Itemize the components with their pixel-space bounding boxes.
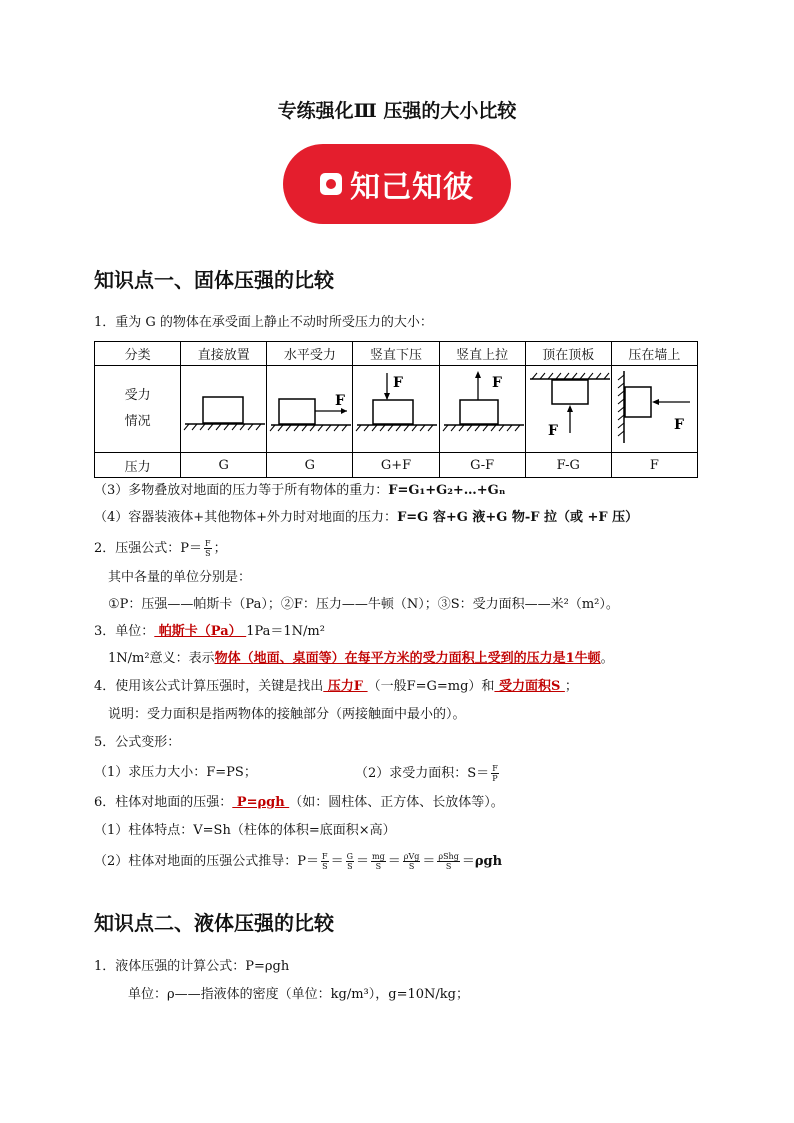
row-label-pressure: 压力	[95, 453, 181, 478]
block-on-floor-diagram	[181, 367, 267, 447]
table-header: 分类	[95, 342, 181, 366]
force-table	[94, 341, 698, 478]
page-title: 专练强化Ⅲ 压强的大小比较	[277, 100, 517, 122]
liquid-item1: 1．液体压强的计算公式：P=ρgh	[94, 959, 290, 974]
fraction: $\frac{F}{P}$	[492, 764, 498, 783]
item1-text: 1．重为 G 的物体在承受面上静止不动时所受压力的大小：	[94, 315, 433, 330]
note3: （3）多物叠放对地面的压力等于所有物体的重力：F=G₁+G₂+…+Gₙ	[94, 483, 506, 498]
item2-formula: 2．压强公式：P＝ $\frac{F}{S}$ ；	[94, 539, 227, 558]
item6-b: （2）柱体对地面的压强公式推导：P＝ $\frac{F}{S}$ ＝ $\frac{G}{S}$ ＝ $\frac{mg}{S}$ ＝ $\frac{\text{ρVg}}{S}$ ＝ $\frac{\text{ρShg}}{S}$ ＝ρgh	[94, 852, 503, 871]
item6-a: （1）柱体特点：V=Sh（柱体的体积=底面积×高）	[94, 823, 396, 838]
fraction: $\frac{mg}{S}$	[372, 852, 385, 871]
table-header: 竖直下压	[353, 342, 439, 366]
table-header: 竖直上拉	[439, 342, 525, 366]
pressure-value: F	[611, 453, 697, 478]
item4-note: 说明：受力面积是指两物体的接触部分（两接触面中最小的）。	[108, 707, 466, 722]
brand-badge	[283, 144, 511, 224]
block-horizontal-force-diagram	[267, 367, 353, 447]
force-label: F	[547, 423, 558, 439]
block-press-down-diagram	[353, 367, 439, 447]
block-against-wall-diagram	[612, 367, 698, 447]
force-label: F	[335, 393, 346, 409]
fraction: $\frac{\text{ρShg}}{S}$	[438, 852, 459, 871]
item2-units: ①P：压强——帕斯卡（Pa）；②F：压力——牛顿（N）；③S：受力面积——米²（m²）。	[108, 597, 619, 612]
fraction: $\frac{F}{S}$	[205, 539, 211, 558]
pressure-value: G	[181, 453, 267, 478]
item3-meaning: 1N/m²意义：表示物体（地面、桌面等）在每平方米的受力面积上受到的压力是1牛顿。	[108, 651, 614, 666]
diagram-horizontal-force	[267, 366, 353, 453]
force-label: F	[491, 375, 502, 391]
item4: 4．使用该公式计算压强时，关键是找出 压力F （一般F=G=mg）和 受力面积S ；	[94, 679, 578, 694]
section1-heading: 知识点一、固体压强的比较	[94, 268, 334, 292]
item6: 6．柱体对地面的压强： P=ρgh （如：圆柱体、正方体、长放体等）。	[94, 795, 504, 810]
table-header: 压在墙上	[611, 342, 697, 366]
item5: 5．公式变形：	[94, 735, 181, 750]
section2-heading: 知识点二、液体压强的比较	[94, 911, 334, 935]
pressure-value: F-G	[525, 453, 611, 478]
pressure-value: G+F	[353, 453, 439, 478]
row-label-force-situation: 受力 情况	[95, 366, 181, 453]
item5-b: （2）求受力面积：S＝ $\frac{F}{P}$	[355, 764, 498, 783]
liquid-item1-unit: 单位：ρ——指液体的密度（单位：kg/m³），g=10N/kg；	[128, 987, 469, 1002]
item5-a: （1）求压力大小：F=PS；	[94, 765, 257, 780]
pressure-value: G-F	[439, 453, 525, 478]
diagram-ceiling	[525, 366, 611, 453]
brand-logo-icon	[320, 173, 342, 195]
diagram-wall	[611, 366, 697, 453]
force-label: F	[673, 417, 684, 433]
brand-badge-text: 知己知彼	[350, 170, 474, 205]
item3-unit: 3．单位： 帕斯卡（Pa） 1Pa＝1N/m²	[94, 624, 325, 639]
table-header: 水平受力	[267, 342, 353, 366]
fraction: $\frac{\text{ρVg}}{S}$	[403, 852, 420, 871]
note4: （4）容器装液体+其他物体+外力时对地面的压力：F=G 容+G 液+G 物-F 拉（或 +F 压）	[94, 510, 639, 525]
fraction: $\frac{G}{S}$	[346, 852, 353, 871]
diagram-pull-up	[439, 366, 525, 453]
diagram-press-down	[353, 366, 439, 453]
force-label: F	[393, 375, 404, 391]
table-header: 顶在顶板	[525, 342, 611, 366]
block-against-ceiling-diagram	[526, 367, 612, 447]
pressure-value: G	[267, 453, 353, 478]
fraction: $\frac{F}{S}$	[322, 852, 328, 871]
item2-units-intro: 其中各量的单位分别是：	[108, 570, 252, 585]
diagram-direct-placement	[181, 366, 267, 453]
block-pull-up-diagram	[440, 367, 526, 447]
table-header: 直接放置	[181, 342, 267, 366]
